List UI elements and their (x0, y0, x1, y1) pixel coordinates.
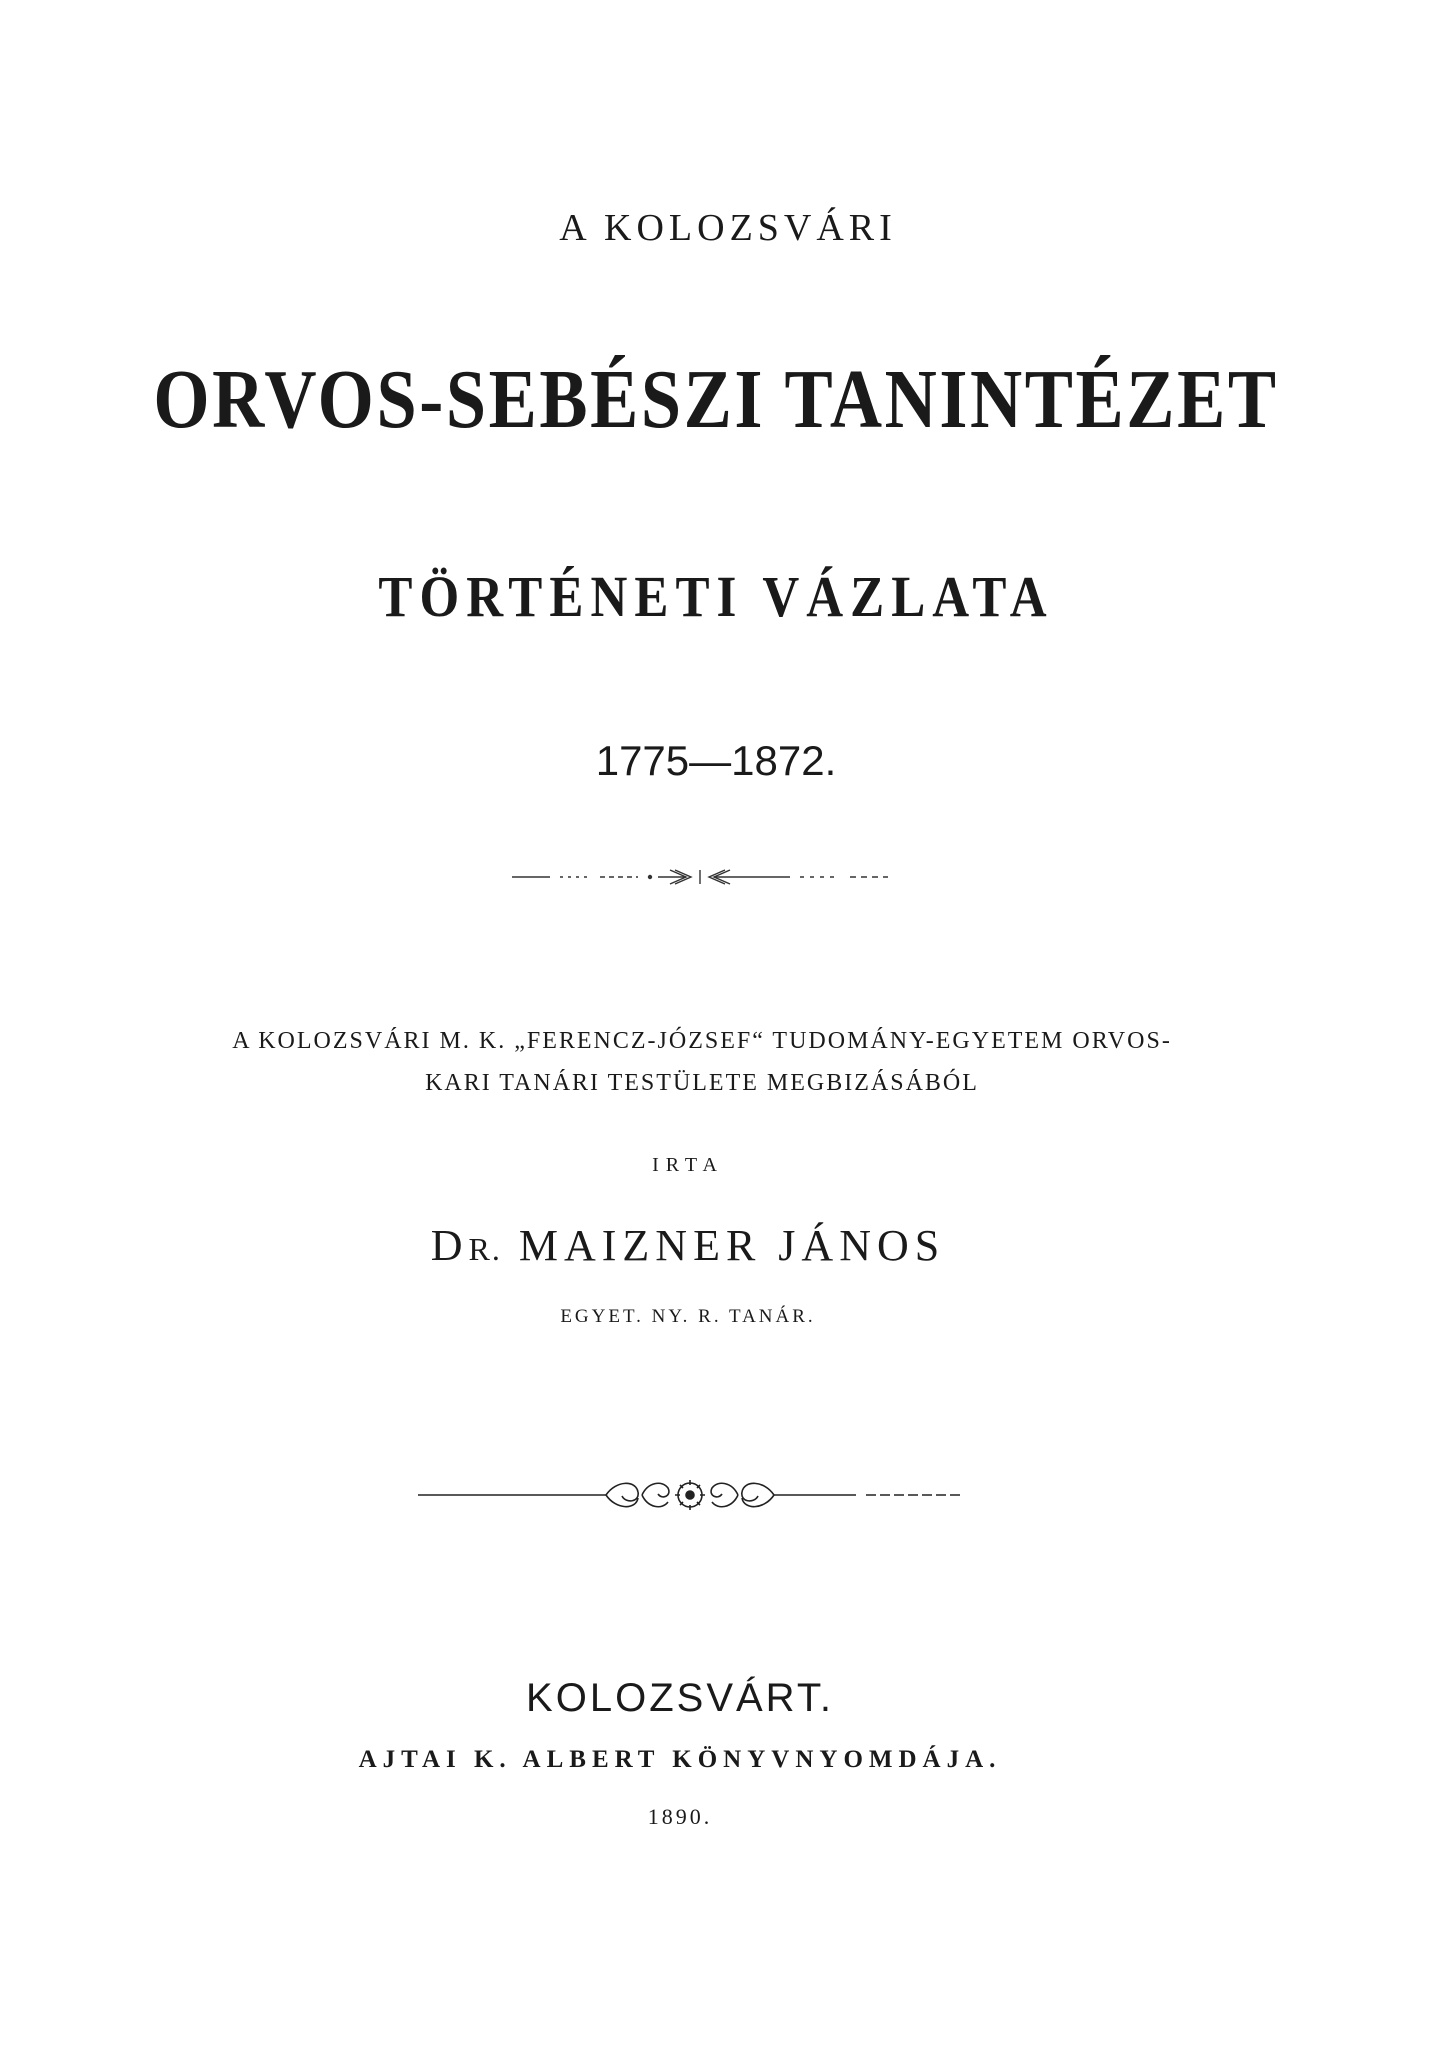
commission-line-2: KARI TANÁRI TESTÜLETE MEGBIZÁSÁBÓL (425, 1070, 979, 1096)
author-prefix-initial: D (430, 1221, 469, 1270)
subtitle: TÖRTÉNETI VÁZLATA (378, 564, 1054, 629)
author-name-line (0, 1220, 1416, 1271)
publication-year: 1890. (647, 1804, 713, 1829)
kicker-line: A KOLOZSVÁRI (559, 207, 897, 249)
author-name: MAIZNER JÁNOS (518, 1221, 946, 1270)
irta-label: IRTA (652, 1154, 724, 1176)
publication-place: KOLOZSVÁRT. (526, 1676, 834, 1720)
author-prefix-rest: R. (468, 1231, 502, 1267)
main-title: ORVOS-SEBÉSZI TANINTÉZET (153, 353, 1279, 446)
year-range: 1775—1872. (595, 737, 837, 784)
printer-name: AJTAI K. ALBERT KÖNYVNYOMDÁJA. (358, 1746, 1002, 1773)
arrow-divider-icon (510, 862, 890, 892)
author-title: EGYET. NY. R. TANÁR. (560, 1306, 816, 1327)
commission-line-1: A KOLOZSVÁRI M. K. „FERENCZ-JÓZSEF“ TUDOMÁNY-EGYETEM ORVOS- (232, 1028, 1172, 1054)
scroll-flourish-icon (416, 1468, 964, 1522)
